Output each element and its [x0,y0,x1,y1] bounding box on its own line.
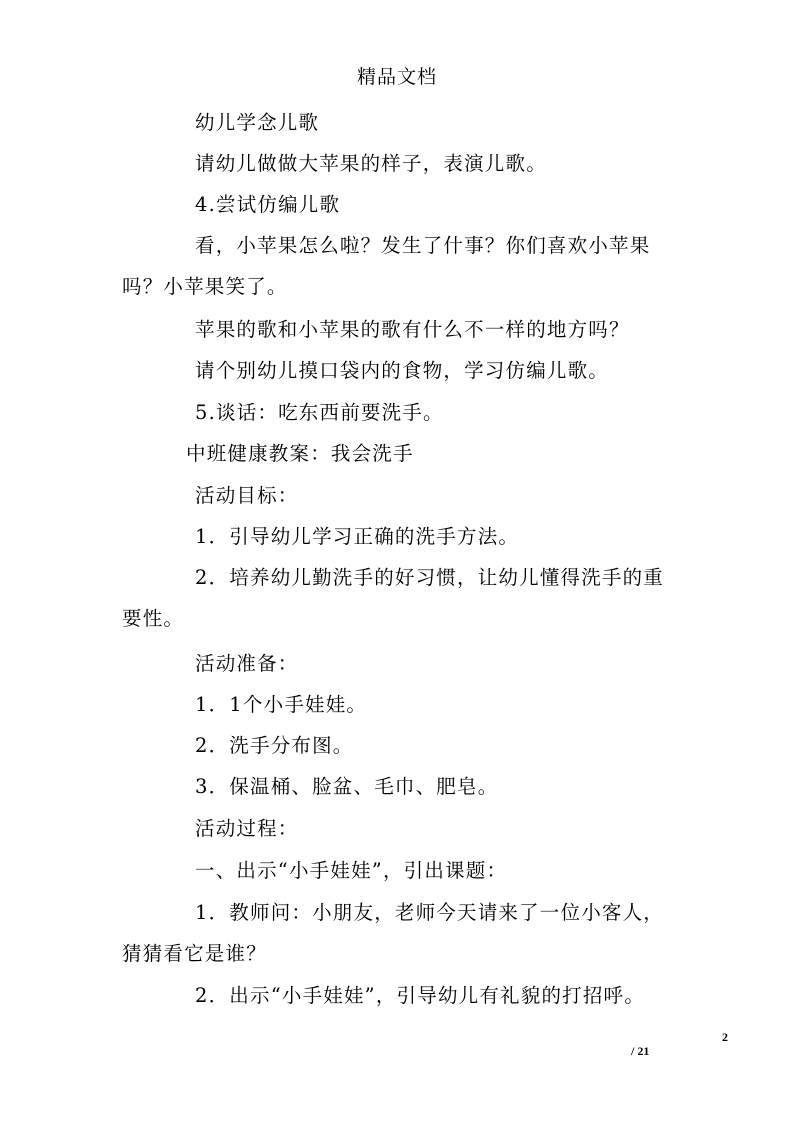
text-line: 活动目标： [195,484,299,507]
page-number: 2 [722,1030,728,1044]
text-line: 5.谈话：吃东西前要洗手。 [195,401,444,424]
text-line: 4.尝试仿编儿歌 [195,193,341,216]
text-line: 一、出示“小手娃娃”，引出课题： [195,859,508,882]
text-line: 活动准备： [195,652,299,675]
text-line: 2．出示“小手娃娃”，引导幼儿有礼貌的打招呼。 [195,984,645,1007]
text-line: 请个别幼儿摸口袋内的食物，学习仿编儿歌。 [195,359,610,382]
page-header: 精品文档 [356,66,437,88]
text-line: 请幼儿做做大苹果的样子，表演儿歌。 [195,152,547,175]
text-line: 吗？小苹果笑了。 [122,275,288,298]
text-line: 看，小苹果怎么啦？发生了什事？你们喜欢小苹果 [195,234,651,257]
text-line: 2．洗手分布图。 [195,734,354,757]
text-line: 活动过程： [195,817,299,840]
text-line: 苹果的歌和小苹果的歌有什么不一样的地方吗？ [195,318,630,341]
text-line: 1．引导幼儿学习正确的洗手方法。 [195,525,520,548]
text-line: 猜猜看它是谁？ [122,942,267,965]
text-line: 要性。 [122,607,185,630]
text-line: 1．教师问：小朋友，老师今天请来了一位小客人， [195,901,665,924]
text-line: 2．培养幼儿勤洗手的好习惯，让幼儿懂得洗手的重 [195,566,665,589]
text-line: 3．保温桶、脸盆、毛巾、肥皂。 [195,775,499,798]
section-heading: 中班健康教案：我会洗手 [186,442,414,465]
text-line: 幼儿学念儿歌 [195,111,320,134]
text-line: 1．1个小手娃娃。 [195,693,368,716]
page-total: / 21 [631,1044,650,1058]
